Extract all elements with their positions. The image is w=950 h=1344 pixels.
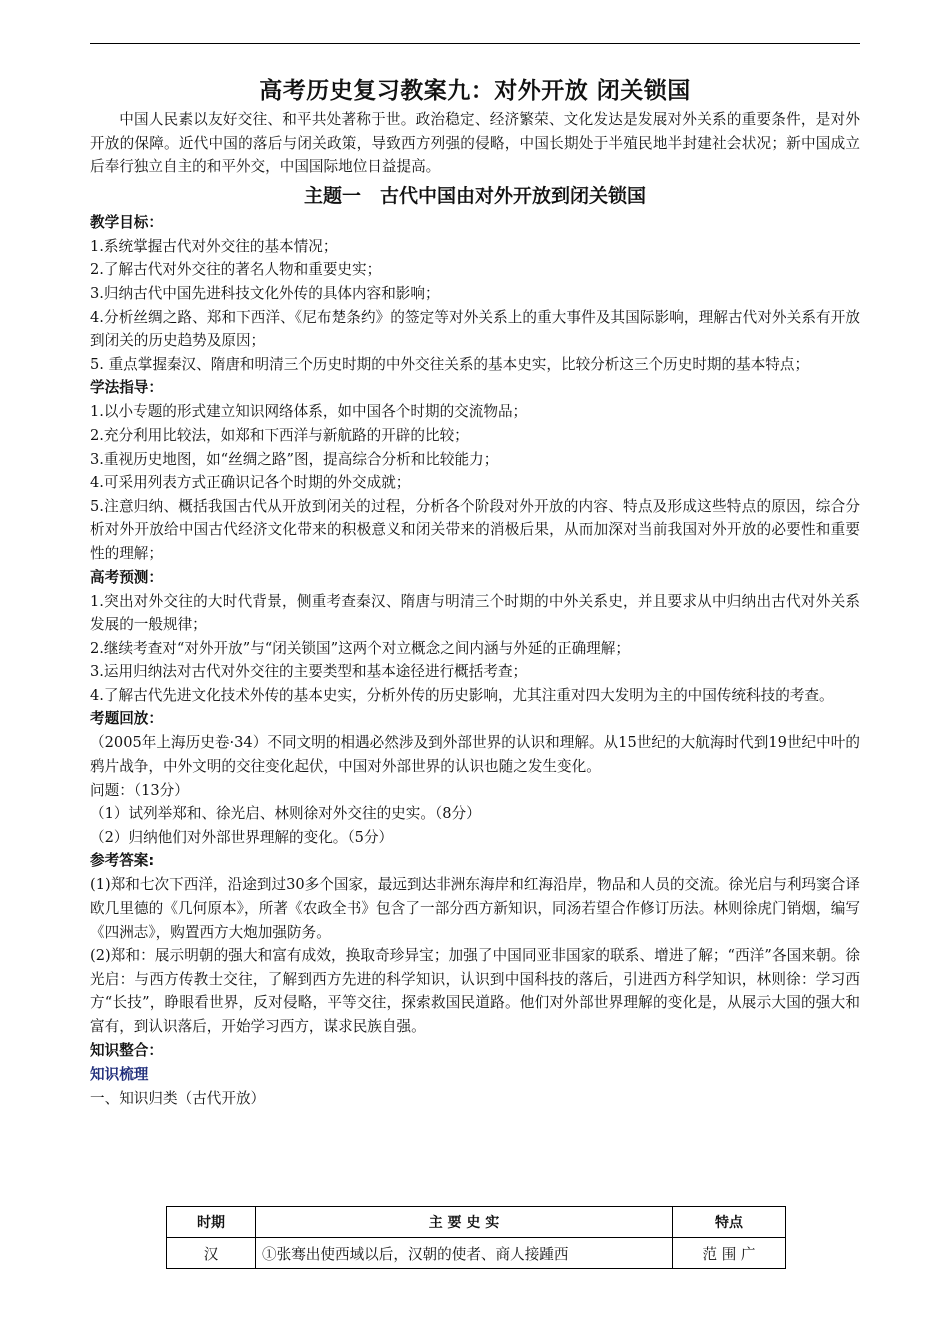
method-item: 4.可采用列表方式正确识记各个时期的外交成就； [90, 474, 411, 492]
top-rule [90, 43, 860, 44]
method-item: 3.重视历史地图，如“丝绸之路”图，提高综合分析和比较能力； [90, 450, 499, 468]
answer-2: (2)郑和：展示明朝的强大和富有成效，换取奇珍异宝；加强了中国同亚非国家的联系、增进了解；“西洋”各国来朝。徐光启：与西方传教士交往，了解到西方先进的科学知识，认识到中国科技的落后，引进西方科学知识，林则徐：学习西方“长技”，睁眼看世界，反对侵略，平等交往，探索救国民道路。他们对外部世界理解的变化是，从展示大国的强大和富有，到认识落后，开始学习西方，谋求民族自强。 [90, 947, 860, 1035]
knowledge-table [166, 1206, 786, 1269]
topic-title: 主题一 古代中国由对外开放到闭关锁国 [303, 184, 646, 207]
cell-facts: ①张骞出使西域以后，汉朝的使者、商人接踵西 [256, 1238, 673, 1269]
cell-features: 范 围 广 [673, 1238, 786, 1269]
col-header-period: 时期 [167, 1207, 256, 1238]
goal-item: 1.系统掌握古代对外交往的基本情况； [90, 237, 338, 255]
goal-item: 5. 重点掌握秦汉、隋唐和明清三个历史时期的中外交往关系的基本史实，比较分析这三个历史时期的基本特点； [90, 355, 810, 373]
forecast-heading: 高考预测： [90, 568, 163, 586]
knowledge-subheading: 知识梳理 [90, 1065, 149, 1083]
goal-item: 2.了解古代对外交往的著名人物和重要史实； [90, 261, 382, 279]
cell-period: 汉 [167, 1238, 256, 1269]
table-header-row [167, 1207, 786, 1238]
answer-1: (1)郑和七次下西洋，沿途到过30多个国家，最远到达非洲东海岸和红海沿岸，物品和人员的交流。徐光启与利玛窦合译欧几里德的《几何原本》，所著《农政全书》包含了一部分西方新知识，同汤若望合作修订历法。林则徐虎门销烟，编写《四洲志》，购置西方大炮加强防务。 [90, 876, 860, 941]
table-row [167, 1238, 786, 1269]
classify-label: 一、知识归类（古代开放） [90, 1089, 266, 1107]
goal-item: 4.分析丝绸之路、郑和下西洋、《尼布楚条约》的签定等对外关系上的重大事件及其国际影响，理解古代对外关系有开放到闭关的历史趋势及原因； [90, 308, 860, 350]
goals-heading: 教学目标： [90, 213, 163, 231]
goal-item: 3.归纳古代中国先进科技文化外传的具体内容和影响； [90, 284, 440, 302]
col-header-facts: 主 要 史 实 [256, 1207, 673, 1238]
col-header-features: 特点 [673, 1207, 786, 1238]
question-1: （1）试列举郑和、徐光启、林则徐对外交往的史实。（8分） [90, 805, 481, 823]
integration-heading: 知识整合： [90, 1041, 163, 1059]
method-item: 2.充分利用比较法，如郑和下西洋与新航路的开辟的比较； [90, 426, 469, 444]
forecast-item: 1.突出对外交往的大时代背景，侧重考查秦汉、隋唐与明清三个时期的中外关系史，并且要求从中归纳出古代对外关系发展的一般规律； [90, 592, 860, 634]
document-body [90, 108, 860, 1110]
method-item: 5.注意归纳、概括我国古代从开放到闭关的过程，分析各个阶段对外开放的内容、特点及形成这些特点的原因，综合分析对外开放给中国古代经济文化带来的积极意义和闭关带来的消极后果，从而加深对当前我国对外开放的必要性和重要性的理解； [90, 497, 860, 562]
forecast-item: 3.运用归纳法对古代对外交往的主要类型和基本途径进行概括考查； [90, 663, 528, 681]
method-item: 1.以小专题的形式建立知识网络体系，如中国各个时期的交流物品； [90, 403, 528, 421]
answers-heading: 参考答案: [90, 852, 155, 870]
review-heading: 考题回放： [90, 710, 163, 728]
review-stem: （2005年上海历史卷·34）不同文明的相遇必然涉及到外部世界的认识和理解。从15世纪的大航海时代到19世纪中叶的鸦片战争，中外文明的交往变化起伏，中国对外部世界的认识也随之发生变化。 [90, 734, 860, 776]
question-2: （2）归纳他们对外部世界理解的变化。（5分） [90, 828, 394, 846]
forecast-item: 2.继续考查对“对外开放”与“闭关锁国”这两个对立概念之间内涵与外延的正确理解； [90, 639, 630, 657]
page-title: 高考历史复习教案九：对外开放 闭关锁国 [259, 78, 691, 104]
methods-heading: 学法指导： [90, 379, 163, 397]
intro-paragraph: 中国人民素以友好交往、和平共处著称于世。政治稳定、经济繁荣、文化发达是发展对外关系的重要条件，是对外开放的保障。近代中国的落后与闭关政策，导致西方列强的侵略，中国长期处于半殖民地半封建社会状况；新中国成立后奉行独立自主的和平外交，中国国际地位日益提高。 [90, 111, 860, 176]
forecast-item: 4.了解古代先进文化技术外传的基本史实，分析外传的历史影响，尤其注重对四大发明为主的中国传统科技的考查。 [90, 686, 834, 704]
question-label: 问题：（13分） [90, 781, 189, 799]
